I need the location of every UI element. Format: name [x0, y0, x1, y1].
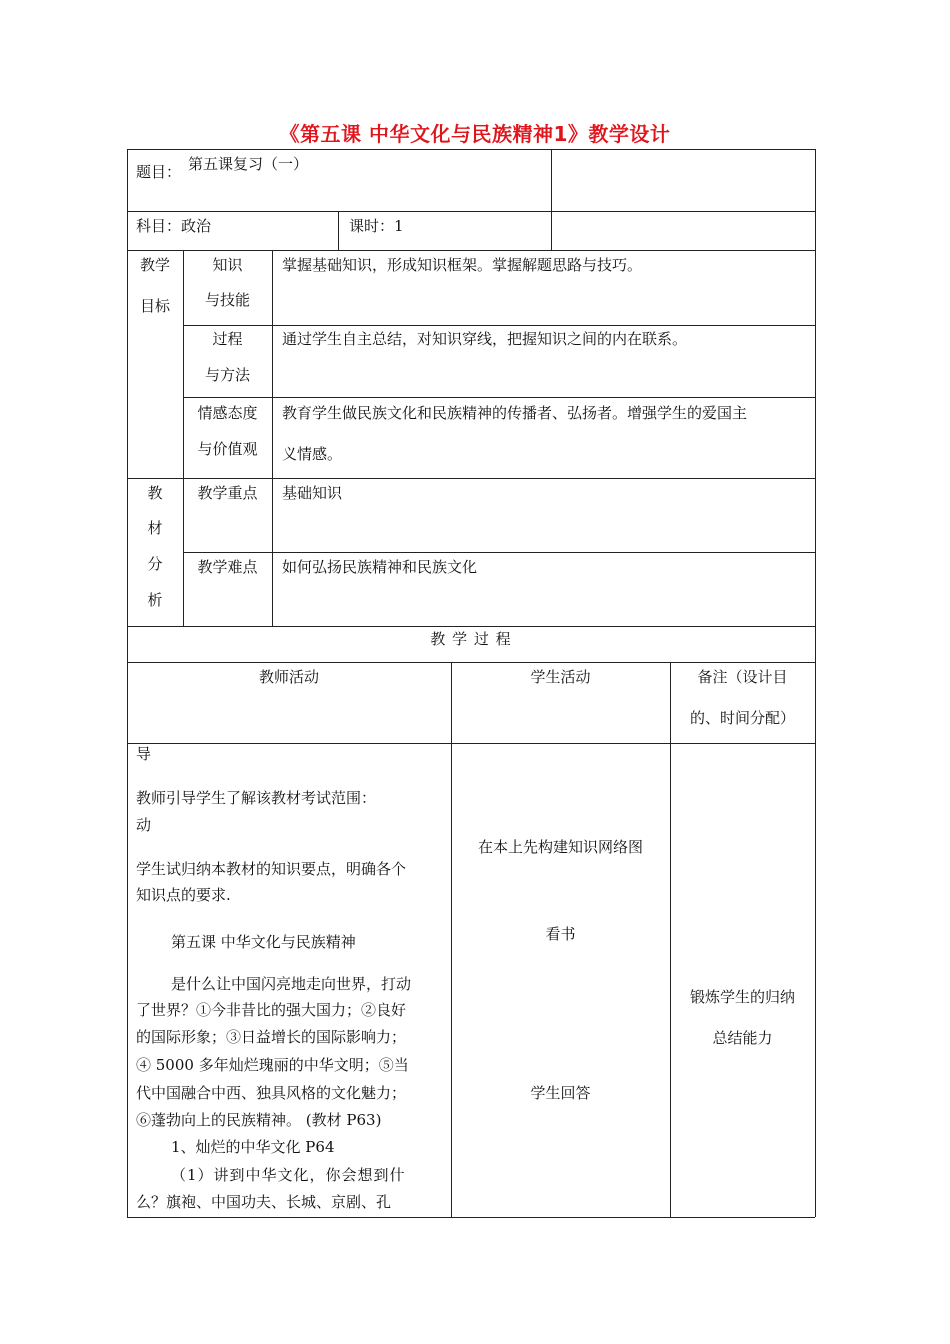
- col-notes-line-2: 的、时间分配）: [689, 709, 795, 727]
- para-line-4: ④ 5000 多年灿烂瑰丽的中华文明；⑤当: [136, 1056, 409, 1074]
- teacher-line-2: 学生试归纳本教材的知识要点，明确各个: [136, 860, 407, 878]
- para-line-3: 的国际形象；③日益增长的国际影响力；: [136, 1028, 407, 1046]
- knowledge-label-1: 知识: [212, 256, 243, 274]
- teacher-activity-heading: 动: [136, 816, 152, 834]
- difficulty-content: 如何弘扬民族精神和民族文化: [282, 558, 478, 576]
- materials-char-4: 析: [147, 591, 163, 609]
- student-item-2: 看书: [545, 925, 576, 943]
- col-teacher-activity: 教师活动: [258, 668, 319, 686]
- para-line-6: ⑥蓬勃向上的民族精神。 (教材 P63): [136, 1111, 382, 1129]
- materials-char-1: 教: [147, 484, 163, 502]
- materials-char-3: 分: [147, 555, 163, 573]
- objectives-label-1: 教学: [139, 256, 170, 274]
- section-1-heading: 1、灿烂的中华文化 P64: [171, 1138, 335, 1156]
- key-point-label: 教学重点: [197, 484, 258, 502]
- period-label: 课时：1: [349, 217, 404, 235]
- process-method-label-1: 过程: [212, 330, 243, 348]
- teacher-line-1: 教师引导学生了解该教材考试范围：: [136, 789, 377, 807]
- materials-char-2: 材: [147, 519, 163, 537]
- col-notes-line-1: 备注（设计目: [697, 668, 788, 686]
- process-method-label-2: 与方法: [204, 366, 250, 384]
- attitude-label-2: 与价值观: [197, 440, 258, 458]
- col-student-activity: 学生活动: [530, 668, 591, 686]
- question-1-line-1: （1）讲到中华文化，你会想到什: [171, 1166, 406, 1184]
- process-method-content: 通过学生自主总结，对知识穿线，把握知识之间的内在联系。: [282, 330, 688, 348]
- topic-value: 第五课复习（一）: [188, 155, 309, 173]
- notes-line-1: 锻炼学生的归纳: [689, 988, 795, 1006]
- attitude-content-line-2: 义情感。: [282, 445, 343, 463]
- teacher-guide-heading: 导: [136, 745, 152, 763]
- key-point-content: 基础知识: [282, 484, 343, 502]
- student-item-3: 学生回答: [530, 1084, 591, 1102]
- teacher-line-3: 知识点的要求.: [136, 886, 231, 904]
- process-heading: 教 学 过 程: [430, 630, 512, 648]
- document-title: 《第五课 中华文化与民族精神1》教学设计: [279, 122, 671, 146]
- lesson-title: 第五课 中华文化与民族精神: [171, 933, 356, 951]
- knowledge-label-2: 与技能: [204, 291, 250, 309]
- objectives-label-2: 目标: [139, 297, 170, 315]
- attitude-content-line-1: 教育学生做民族文化和民族精神的传播者、弘扬者。增强学生的爱国主: [282, 404, 748, 422]
- notes-line-2: 总结能力: [712, 1029, 773, 1047]
- para-line-1: 是什么让中国闪亮地走向世界，打动: [171, 975, 412, 993]
- student-item-1: 在本上先构建知识网络图: [477, 838, 643, 856]
- attitude-label-1: 情感态度: [197, 404, 258, 422]
- para-line-5: 代中国融合中西、独具风格的文化魅力；: [136, 1084, 407, 1102]
- topic-label: 题目：: [136, 163, 182, 181]
- subject-label: 科目：政治: [136, 217, 212, 235]
- question-1-line-2: 么？旗袍、中国功夫、长城、京剧、孔: [136, 1193, 392, 1211]
- difficulty-label: 教学难点: [197, 558, 258, 576]
- para-line-2: 了世界？①今非昔比的强大国力；②良好: [136, 1001, 407, 1019]
- knowledge-content: 掌握基础知识，形成知识框架。掌握解题思路与技巧。: [282, 256, 643, 274]
